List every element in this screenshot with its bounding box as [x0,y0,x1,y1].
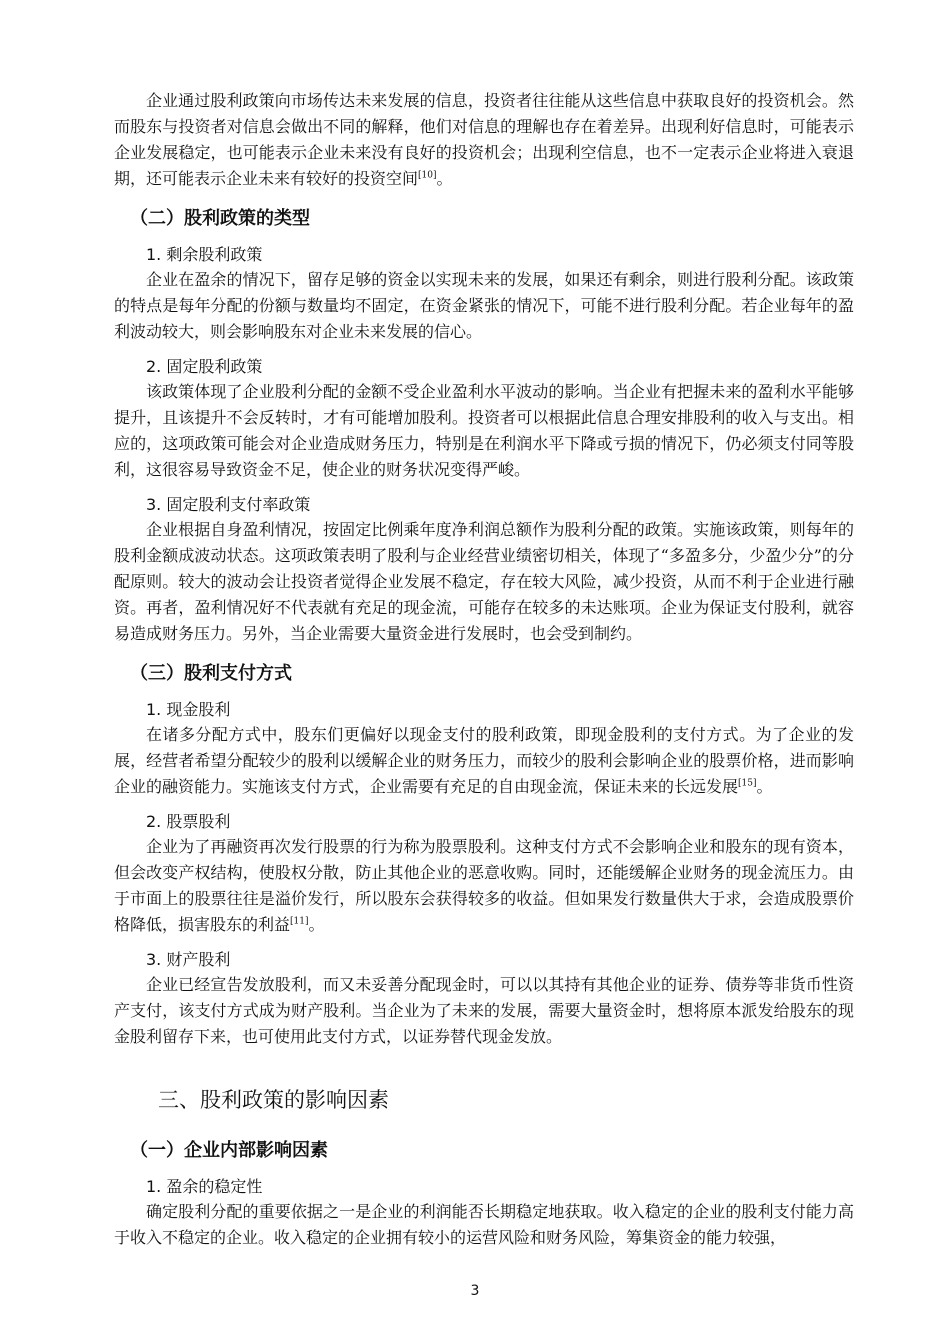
page-content [114,88,854,1251]
section-3-item-2-heading: 2. 股票股利 [146,812,231,831]
section-2-heading: （二）股利政策的类型 [130,208,310,229]
section-3-item-2-text [114,834,854,938]
section-3-item-2-tail: 。 [308,915,325,934]
citation-15: [15] [738,778,757,789]
chapter-3-item-1-heading: 1. 盈余的稳定性 [146,1177,263,1196]
intro-paragraph-tail: 。 [436,169,453,188]
section-3-item-3-text: 企业已经宣告发放股利，而又未妥善分配现金时，可以以其持有其他企业的证券、债券等非货币性资产支付，该支付方式成为财产股利。当企业为了未来的发展，需要大量资金时，想将原本派发给股东的现金股利留存下来，也可使用此支付方式，以证券替代现金发放。 [114,975,854,1046]
section-3-heading: （三）股利支付方式 [130,663,292,684]
section-3-item-1-body: 在诸多分配方式中，股东们更偏好以现金支付的股利政策，即现金股利的支付方式。为了企业的发展，经营者希望分配较少的股利以缓解企业的财务压力，而较少的股利会影响企业的股票价格，进而影响企业的融资能力。实施该支付方式，企业需要有充足的自由现金流，保证未来的长远发展 [114,725,854,796]
chapter-3-section-1-heading: （一）企业内部影响因素 [130,1140,328,1161]
section-2-item-3-heading: 3. 固定股利支付率政策 [146,495,311,514]
citation-11: [11] [290,916,309,927]
section-2-item-2-heading: 2. 固定股利政策 [146,357,263,376]
section-2-item-3-text: 企业根据自身盈利情况，按固定比例乘年度净利润总额作为股利分配的政策。实施该政策，则每年的股利金额成波动状态。这项政策表明了股利与企业经营业绩密切相关，体现了“多盈多分，少盈少分”的分配原则。较大的波动会让投资者觉得企业发展不稳定，存在较大风险，减少投资，从而不利于企业进行融资。再者，盈利情况好不代表就有充足的现金流，可能存在较多的未达账项。企业为保证支付股利，就容易造成财务压力。另外，当企业需要大量资金进行发展时，也会受到制约。 [114,520,854,643]
section-3-item-1-text [114,722,854,800]
section-3-item-1-tail: 。 [756,777,773,796]
section-2-item-1-text: 企业在盈余的情况下，留存足够的资金以实现未来的发展，如果还有剩余，则进行股利分配。该政策的特点是每年分配的份额与数量均不固定，在资金紧张的情况下，可能不进行股利分配。若企业每年的盈利波动较大，则会影响股东对企业未来发展的信心。 [114,270,854,341]
section-3-item-2-body: 企业为了再融资再次发行股票的行为称为股票股利。这种支付方式不会影响企业和股东的现有资本，但会改变产权结构，使股权分散，防止其他企业的恶意收购。同时，还能缓解企业财务的现金流压力。由于市面上的股票往往是溢价发行，所以股东会获得较多的收益。但如果发行数量供大于求，会造成股票价格降低，损害股东的利益 [114,837,854,934]
intro-paragraph-text: 企业通过股利政策向市场传达未来发展的信息，投资者往往能从这些信息中获取良好的投资机会。然而股东与投资者对信息会做出不同的解释，他们对信息的理解也存在着差异。出现利好信息时，可能表示企业发展稳定，也可能表示企业未来没有良好的投资机会；出现利空信息，也不一定表示企业将进入衰退期，还可能表示企业未来有较好的投资空间 [114,91,854,188]
section-3-item-1-heading: 1. 现金股利 [146,700,231,719]
section-2-item-1-heading: 1. 剩余股利政策 [146,245,263,264]
citation-10: [10] [418,170,437,181]
intro-paragraph [114,88,854,192]
section-3-item-3-heading: 3. 财产股利 [146,950,231,969]
section-2-item-2-text: 该政策体现了企业股利分配的金额不受企业盈利水平波动的影响。当企业有把握未来的盈利水平能够提升，且该提升不会反转时，才有可能增加股利。投资者可以根据此信息合理安排股利的收入与支出。相应的，这项政策可能会对企业造成财务压力，特别是在利润水平下降或亏损的情况下，仍必须支付同等股利，这很容易导致资金不足，使企业的财务状况变得严峻。 [114,382,854,479]
page-number: 3 [470,1283,480,1299]
chapter-3-heading: 三、股利政策的影响因素 [158,1088,389,1112]
chapter-3-item-1-text: 确定股利分配的重要依据之一是企业的利润能否长期稳定地获取。收入稳定的企业的股利支付能力高于收入不稳定的企业。收入稳定的企业拥有较小的运营风险和财务风险，筹集资金的能力较强， [114,1202,854,1247]
